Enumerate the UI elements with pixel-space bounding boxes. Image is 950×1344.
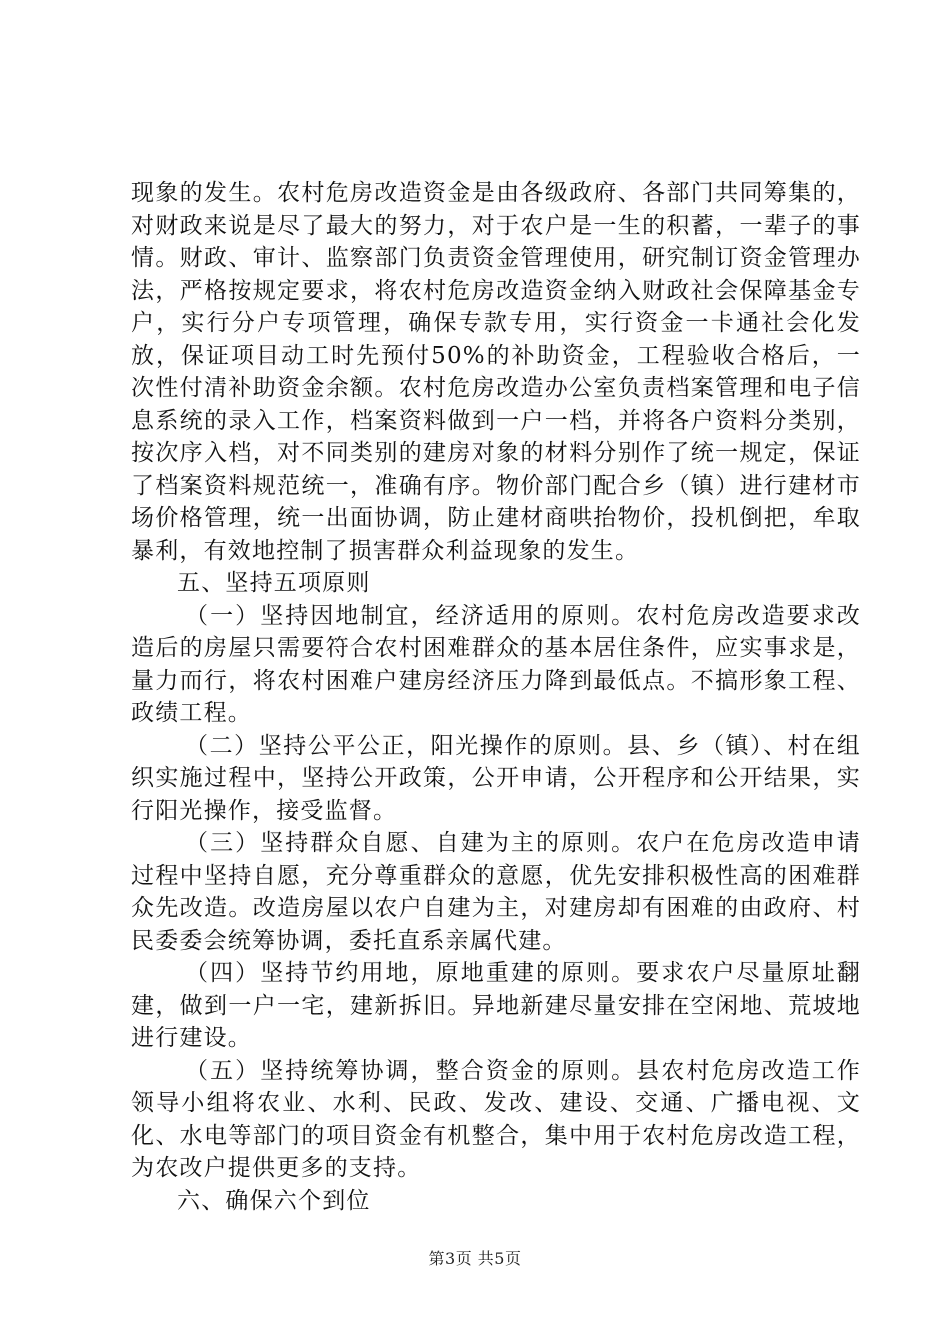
principle-5-paragraph: （五）坚持统筹协调，整合资金的原则。县农村危房改造工作领导小组将农业、水利、民政、发改、建设、交通、广播电视、文化、水电等部门的项目资金有机整合，集中用于农村危房改造工程，为农改户提供更多的支持。 <box>131 1057 861 1181</box>
page-footer: 第3页 共5页 <box>428 1249 522 1268</box>
document-body <box>131 177 861 1217</box>
section-heading-five-principles: 五、坚持五项原则 <box>177 570 371 596</box>
principle-2-paragraph: （二）坚持公平公正，阳光操作的原则。县、乡（镇）、村在组织实施过程中，坚持公开政策，公开申请，公开程序和公开结果，实行阳光操作，接受监督。 <box>131 732 861 824</box>
paragraph-continuation: 现象的发生。农村危房改造资金是由各级政府、各部门共同筹集的，对财政来说是尽了最大的努力，对于农户是一生的积蓄，一辈子的事情。财政、审计、监察部门负责资金管理使用，研究制订资金管理办法，严格按规定要求，将农村危房改造资金纳入财政社会保障基金专户，实行分户专项管理，确保专款专用，实行资金一卡通社会化发放，保证项目动工时先预付50%的补助资金，工程验收合格后，一次性付清补助资金余额。农村危房改造办公室负责档案管理和电子信息系统的录入工作，档案资料做到一户一档，并将各户资料分类别，按次序入档，对不同类别的建房对象的材料分别作了统一规定，保证了档案资料规范统一，准确有序。物价部门配合乡（镇）进行建材市场价格管理，统一出面协调，防止建材商哄抬物价，投机倒把，牟取暴利，有效地控制了损害群众利益现象的发生。 <box>131 180 861 564</box>
principle-3-paragraph: （三）坚持群众自愿、自建为主的原则。农户在危房改造申请过程中坚持自愿，充分尊重群众的意愿，优先安排积极性高的困难群众先改造。改造房屋以农户自建为主，对建房却有困难的由政府、村民委委会统筹协调，委托直系亲属代建。 <box>131 830 861 954</box>
section-heading-six-ensures: 六、确保六个到位 <box>177 1187 371 1214</box>
principle-4-paragraph: （四）坚持节约用地，原地重建的原则。要求农户尽量原址翻建，做到一户一宅，建新拆旧。异地新建尽量安排在空闲地、荒坡地进行建设。 <box>131 960 861 1051</box>
principle-1-paragraph: （一）坚持因地制宜，经济适用的原则。农村危房改造要求改造后的房屋只需要符合农村困难群众的基本居住条件，应实事求是，量力而行，将农村困难户建房经济压力降到最低点。不搞形象工程、政绩工程。 <box>131 602 861 726</box>
